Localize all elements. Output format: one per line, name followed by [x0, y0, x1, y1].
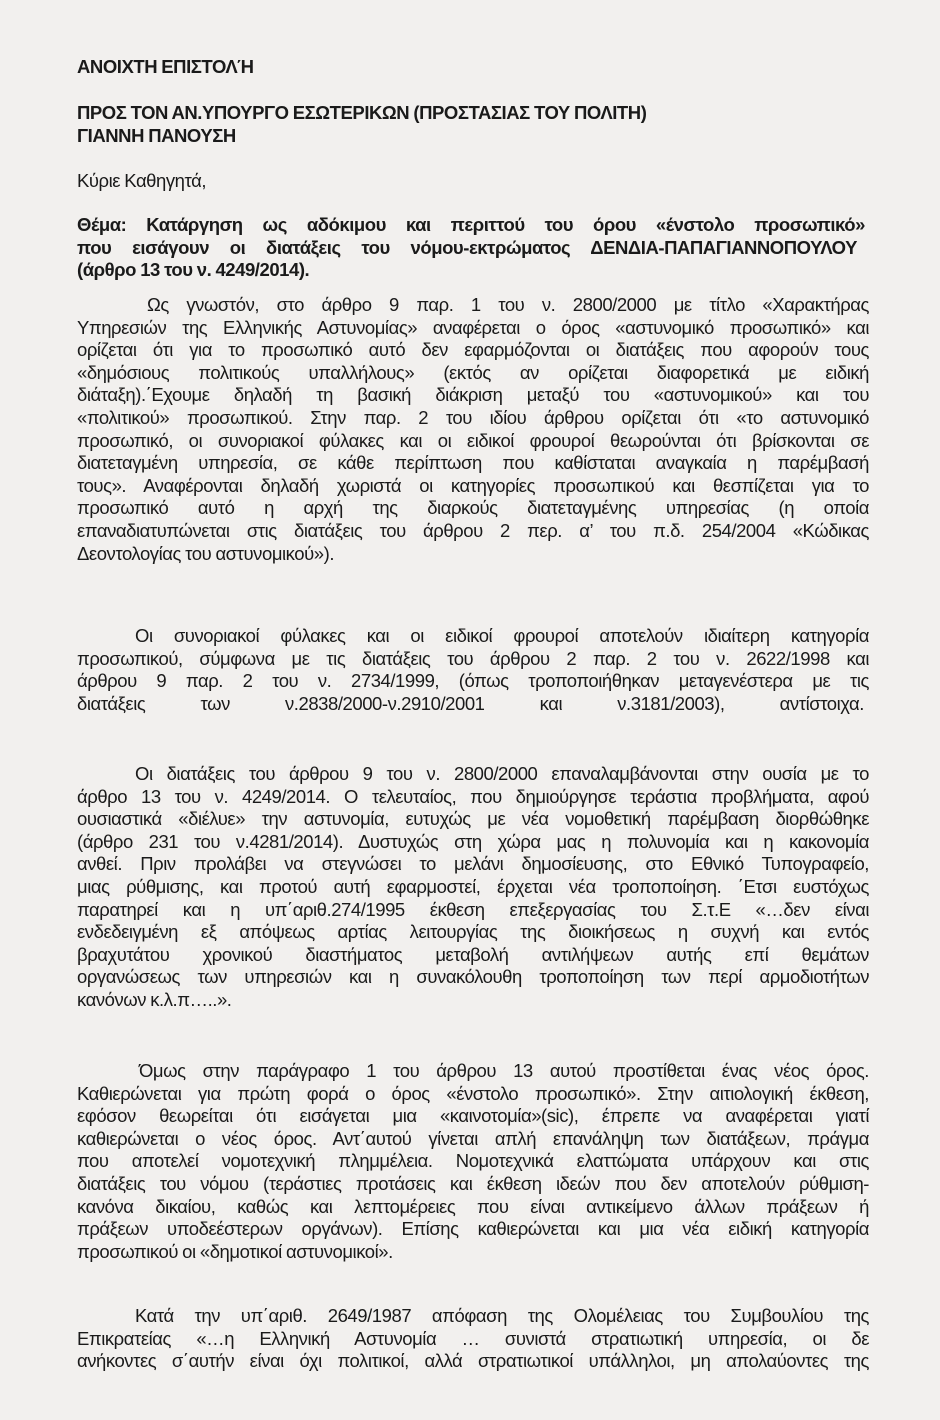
- paragraph-2: [77, 625, 869, 715]
- paragraph-line: κανόνα δικαίου, καθώς και λεπτομέρειες που είναι αντικείμενο άλλων πράξεων ή: [77, 1195, 869, 1217]
- paragraph-4: [77, 1060, 869, 1263]
- paragraph-line: ανθεί. Πριν προλάβει να στεγνώσει το μελάνι δημοσίευσης, στο Εθνικό Τυπογραφείο,: [77, 853, 869, 875]
- paragraph-line: βραχυτάτου χρονικού διαστήματος μεταβολή αντιλήψεων αυτής επί θεμάτων: [77, 943, 869, 965]
- paragraph-line: (άρθρο 231 του ν.4281/2014). Δυστυχώς στη χώρα μας η πολυνομία και η κακονομία: [77, 830, 869, 852]
- paragraph-line: Δεοντολογίας του αστυνομικού»).: [77, 542, 335, 564]
- paragraph-line: διατάξεις του νόμου (τεράστιες προτάσεις και έκθεση ιδεών που δεν αποτελούν ρύθμιση-: [77, 1172, 869, 1194]
- paragraph-line: άρθρου 9 παρ. 2 του ν. 2734/1999, (όπως τροποποιήθηκαν μεταγενέστερα με τις: [77, 670, 869, 692]
- paragraph-line: τους». Αναφέρονται δηλαδή χωριστά οι κατηγορίες προσωπικού και θεσπίζεται για το: [77, 474, 869, 496]
- paragraph-line: Όμως στην παράγραφο 1 του άρθρου 13 αυτού προστίθεται ένας νέος όρος.: [139, 1060, 869, 1081]
- paragraph-line: «δημόσιους πολιτικούς υπαλλήλους» (εκτός αν ορίζεται διαφορετικά με ειδική: [77, 361, 869, 383]
- paragraph-line: κανόνων κ.λ.π…..».: [77, 988, 232, 1010]
- paragraph-line: οργανώσεως των υπηρεσιών και η συνακόλουθη τροποποίηση των περί αρμοδιοτήτων: [77, 966, 869, 988]
- paragraph-line: που αποτελεί νομοτεχνική πλημμέλεια. Νομοτεχνικά ελαττώματα υπάρχουν και στις: [77, 1150, 869, 1172]
- recipient-block: [77, 102, 869, 147]
- subject-line: Θέμα: Κατάργηση ως αδόκιμου και περιττού του όρου «ένστολο προσωπικό»: [77, 214, 865, 235]
- paragraph-line: ανήκοντες σ΄αυτήν είναι όχι πολιτικοί, αλλά στρατιωτικοί υπάλληλοι, μη απολαύοντες της: [77, 1350, 869, 1372]
- paragraph-3: [77, 763, 869, 1012]
- paragraph-line: προσωπικό αυτό η αρχή της διαρκούς διατεταγμένης υπηρεσίας (η οποία: [77, 497, 869, 519]
- paragraph-line: Κατά την υπ΄αριθ. 2649/1987 απόφαση της Ολομέλειας του Συμβουλίου της: [135, 1305, 869, 1326]
- paragraph-line: Επικρατείας «…η Ελληνική Αστυνομία … συνιστά στρατιωτική υπηρεσία, οι δε: [77, 1327, 869, 1349]
- paragraph-line: «πολιτικού» προσωπικού. Στην παρ. 2 του ιδίου άρθρου ορίζεται ότι «το αστυνομικό: [77, 406, 869, 428]
- paragraph-line: προσωπικού οι «δημοτικοί αστυνομικοί».: [77, 1240, 393, 1262]
- letter-heading: [77, 56, 869, 79]
- paragraph-1: [77, 294, 869, 565]
- paragraph-line: Οι συνοριακοί φύλακες και οι ειδικοί φρουροί αποτελούν ιδιαίτερη κατηγορία: [135, 625, 869, 646]
- paragraph-line: επαναδιατυπώνεται στις διατάξεις του άρθρου 2 περ. α’ του π.δ. 254/2004 «Κώδικας: [77, 519, 869, 541]
- paragraph-line: ορίζεται ότι για το προσωπικό αυτό δεν εφαρμόζονται οι διατάξεις που αφορούν τους: [77, 339, 869, 361]
- paragraph-line: πράξεων υποδεέστερων οργάνων). Επίσης καθιερώνεται και μια νέα ειδική κατηγορία: [77, 1218, 869, 1240]
- paragraph-line: διατεταγμένη υπηρεσία, σε κάθε περίπτωση που καθίσταται αναγκαία η παρέμβασή: [77, 452, 869, 474]
- paragraph-line: άρθρο 13 του ν. 4249/2014. Ο τελευταίος, που δημιούργησε τεράστια προβλήματα, αφού: [77, 785, 869, 807]
- paragraph-line: προσωπικό, οι συνοριακοί φύλακες και οι ειδικοί φρουροί θεωρούνται ότι βρίσκονται σε: [77, 429, 869, 451]
- recipient-line: ΠΡΟΣ ΤΟΝ ΑΝ.ΥΠΟΥΡΓΟ ΕΣΩΤΕΡΙΚΩΝ (ΠΡΟΣΤΑΣΙΑΣ ΤΟΥ ΠΟΛΙΤΗ): [77, 102, 647, 123]
- paragraph-line: προσωπικού, σύμφωνα με τις διατάξεις του άρθρου 2 παρ. 2 του ν. 2622/1998 και: [77, 647, 869, 669]
- subject-block: [77, 214, 869, 282]
- subject-line: που εισάγουν οι διατάξεις του νόμου-εκτρώματος ΔΕΝΔΙΑ-ΠΑΠΑΓΙΑΝΝΟΠΟΥΛΟΥ: [77, 236, 857, 258]
- paragraph-line: διάταξη).΄Εχουμε δηλαδή τη βασική διάκριση μεταξύ του «αστυνομικού» και του: [77, 384, 869, 406]
- paragraph-line: παρατηρεί και η υπ΄αριθ.274/1995 έκθεση επεξεργασίας του Σ.τ.Ε «…δεν είναι: [77, 898, 869, 920]
- paragraph-line: ενδεδειγμένη εξ απόψεως αρτίας λειτουργίας της διοικήσεως η συχνή και εντός: [77, 921, 869, 943]
- paragraph-line: Καθιερώνεται για πρώτη φορά ο όρος «ένστολο προσωπικό». Στην αιτιολογική έκθεση,: [77, 1082, 869, 1104]
- paragraph-line: Υπηρεσιών της Ελληνικής Αστυνομίας» αναφέρεται ο όρος «αστυνομικό προσωπικό» και: [77, 316, 869, 338]
- salutation: [77, 170, 869, 193]
- paragraph-line: Οι διατάξεις του άρθρου 9 του ν. 2800/2000 επαναλαμβάνονται στην ουσία με το: [135, 763, 869, 784]
- paragraph-line: Ως γνωστόν, στο άρθρο 9 παρ. 1 του ν. 2800/2000 με τίτλο «Χαρακτήρας: [147, 294, 869, 315]
- paragraph-line: διατάξεις των ν.2838/2000-ν.2910/2001 και ν.3181/2003), αντίστοιχα.: [77, 692, 864, 714]
- paragraph-5: [77, 1305, 869, 1373]
- salutation-text: Κύριε Καθηγητά,: [77, 170, 207, 191]
- paragraph-line: καθιερώνεται ο νέος όρος. Αντ΄αυτού γίνεται απλή επανάληψη των διατάξεων, πράγμα: [77, 1127, 869, 1149]
- subject-line: (άρθρο 13 του ν. 4249/2014).: [77, 259, 310, 281]
- paragraph-line: εφόσον θεωρείται ότι εισάγεται μια «καινοτομία»(sic), έπρεπε να αναφέρεται γιατί: [77, 1105, 869, 1127]
- heading-text: ΑΝΟΙΧΤΗ ΕΠΙΣΤΟΛΉ: [77, 56, 254, 77]
- paragraph-line: μιας ρύθμισης, και προτού αυτή εφαρμοστεί, έρχεται νέα τροποποίηση. ΄Ετσι ευστόχως: [77, 875, 869, 897]
- recipient-name: ΓΙΑΝΝΗ ΠΑΝΟΥΣΗ: [77, 124, 236, 146]
- paragraph-line: ουσιαστικά «διέλυε» την αστυνομία, ευτυχώς με νέα νομοθετική παρέμβαση διορθώθηκε: [77, 808, 869, 830]
